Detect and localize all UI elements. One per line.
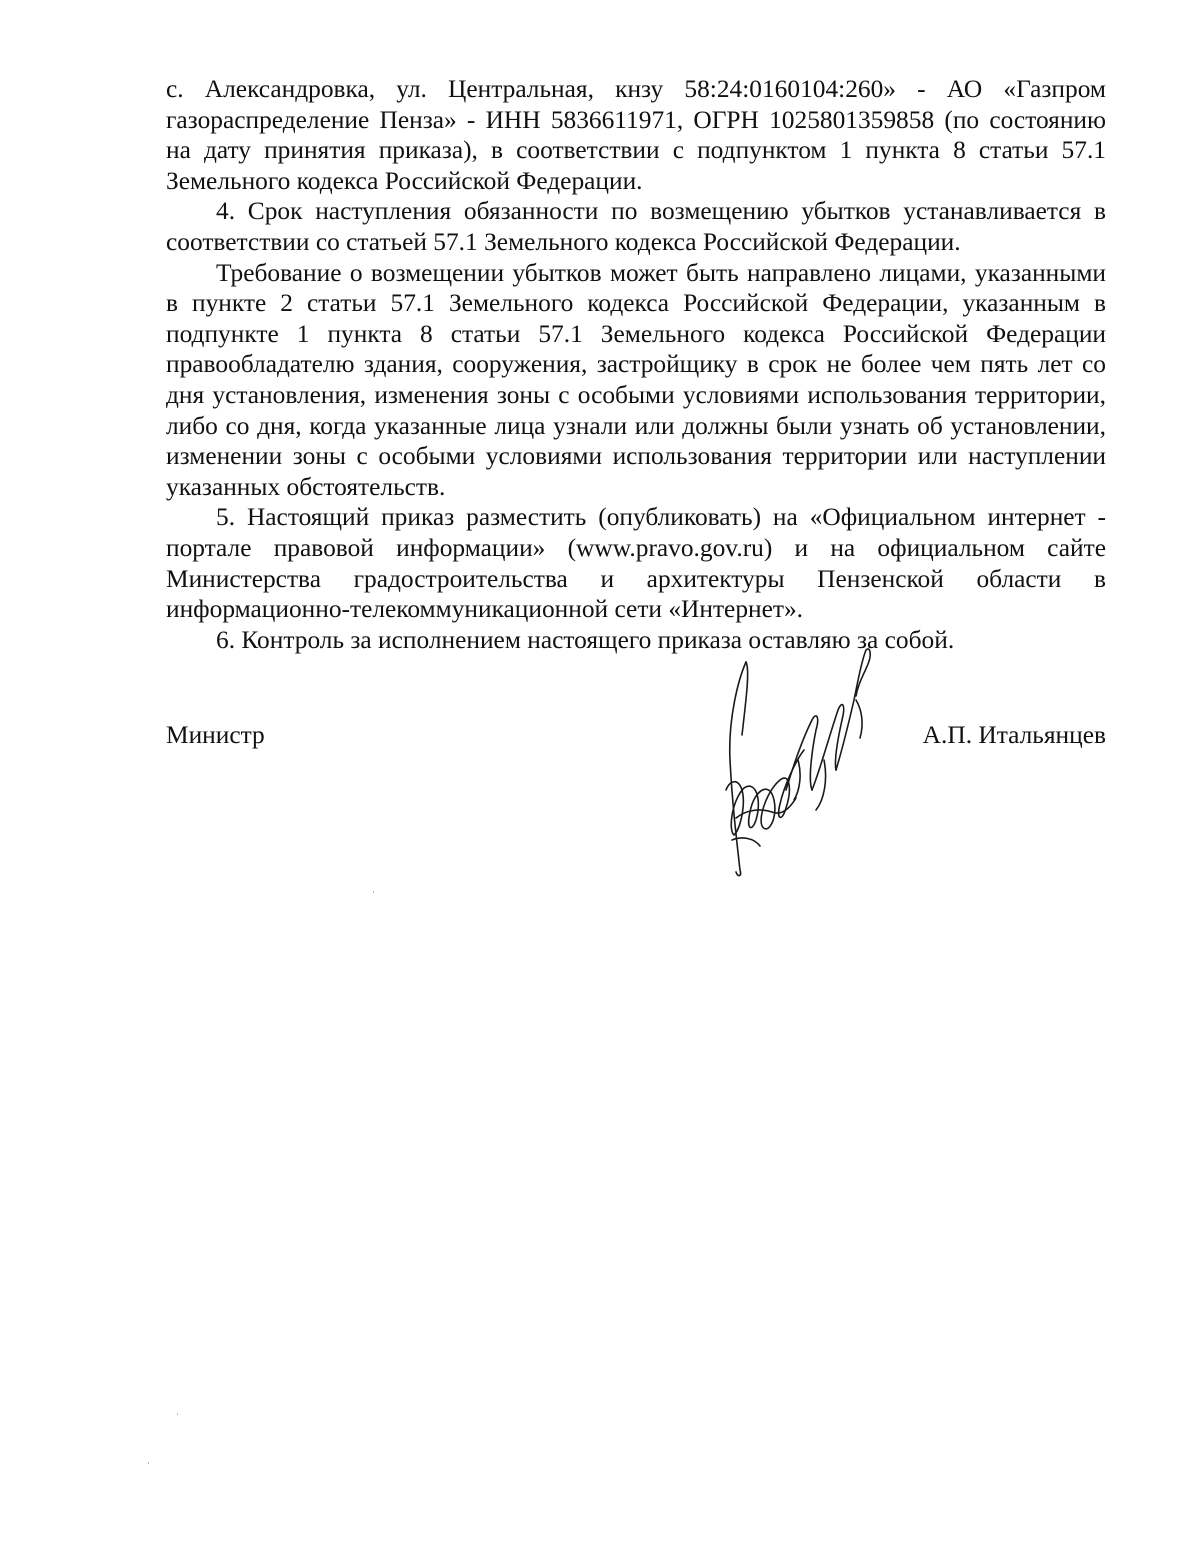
paragraph-item-6: 6. Контроль за исполнением настоящего приказа оставляю за собой. bbox=[216, 625, 955, 654]
paragraph-compensation-claim: Требование о возмещении убытков может быть направлено лицами, указанными в пункте 2 статьи 57.1 Земельного кодекса Российской Федерации, указанным в подпункте 1 пункта 8 статьи 57.1 Земельного кодекса Российской Федерации правообладателю здания, сооружения, застройщику в срок не более чем пять лет со дня установления, изменения зоны с особыми условиями использования территории, либо со дня, когда указанные лица узнали или должны были узнать об установлении, изменении зоны с особыми условиями использования территории или наступлении указанных обстоятельств. bbox=[166, 258, 1106, 501]
signatory-title: Министр bbox=[166, 721, 265, 749]
paragraph-item-4: 4. Срок наступления обязанности по возмещению убытков устанавливается в соответствии со статьей 57.1 Земельного кодекса Российской Федерации. bbox=[166, 197, 1106, 256]
scan-speck bbox=[148, 1462, 149, 1464]
scan-speck bbox=[373, 891, 374, 893]
paragraph-item-5: 5. Настоящий приказ разместить (опубликовать) на «Официальном интернет - портале правовой информации» (www.pravo.gov.ru) и на официальном сайте Министерства градостроительства и архитектуры Пензенской области в информационно-телекоммуникационной сети «Интернет». bbox=[166, 503, 1106, 624]
scan-speck bbox=[177, 1413, 178, 1415]
paragraph-continuation: с. Александровка, ул. Центральная, кнзу 58:24:0160104:260» - АО «Газпром газораспределение Пенза» - ИНН 5836611971, ОГРН 1025801359858 (по состоянию на дату принятия приказа), в соответствии с подпунктом 1 пункта 8 статьи 57.1 Земельного кодекса Российской Федерации. bbox=[166, 75, 1106, 195]
document-body bbox=[166, 74, 1106, 655]
signatory-name: А.П. Итальянцев bbox=[922, 721, 1106, 749]
signature-block bbox=[166, 720, 1106, 760]
handwritten-signature bbox=[716, 640, 886, 885]
